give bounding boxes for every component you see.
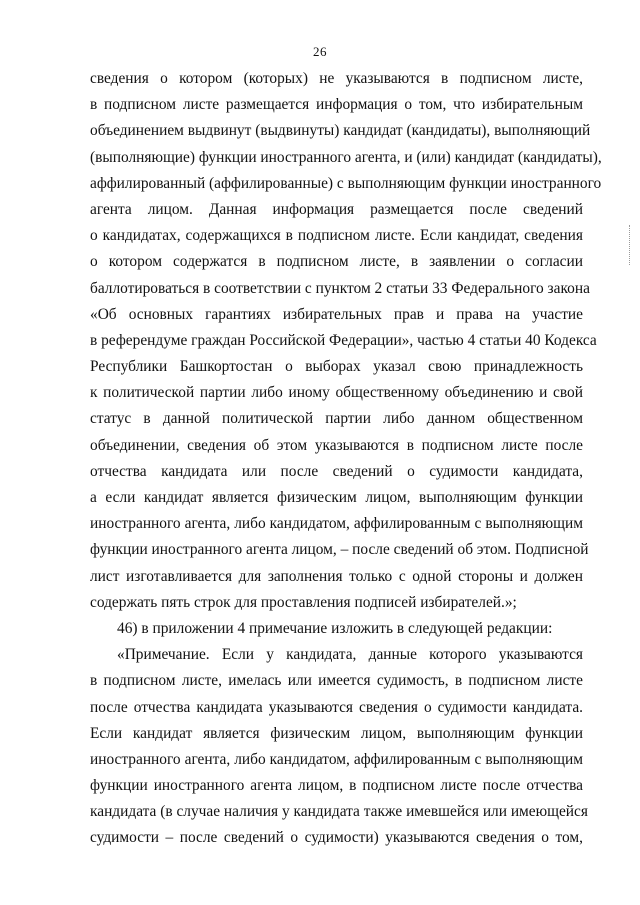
text-line: а если кандидат является физическим лицом, выполняющим функции: [90, 489, 583, 506]
text-line: иностранного агента, либо кандидатом, аффилированным с выполняющим: [90, 515, 583, 533]
text-line: (выполняющие) функции иностранного агента, и (или) кандидат (кандидаты),: [90, 148, 602, 166]
text-line: сведения о котором (которых) не указываются в подписном листе,: [90, 70, 583, 87]
text-line: в подписном листе размещается информация о том, что избирательным: [90, 96, 583, 114]
text-line: Республики Башкортостан о выборах указал свою принадлежность: [90, 358, 583, 376]
text-line: объединением выдвинут (выдвинуты) кандидат (кандидаты), выполняющий: [90, 122, 591, 140]
text-line: баллотироваться в соответствии с пунктом 2 статьи 33 Федерального закона: [90, 279, 590, 297]
text-line: статус в данной политической партии либо данном общественном: [90, 410, 583, 428]
text-line: отчества кандидата или после сведений о судимости кандидата,: [90, 462, 583, 480]
scan-margin-mark: [629, 225, 631, 265]
text-line: 46) в приложении 4 примечание изложить в следующей редакции:: [117, 619, 553, 637]
text-line: о котором содержатся в подписном листе, в заявлении о согласии: [90, 253, 583, 271]
text-line: «Об основных гарантиях избирательных прав и права на участие: [90, 305, 583, 323]
text-line: «Примечание. Если у кандидата, данные которого указываются: [117, 646, 583, 664]
text-line: в подписном листе, имелась или имеется судимость, в подписном листе: [90, 672, 583, 690]
text-line: иностранного агента, либо кандидатом, аффилированным с выполняющим: [90, 750, 583, 768]
body-text: [90, 66, 602, 852]
text-line: аффилированный (аффилированные) с выполняющим функции иностранного: [90, 174, 602, 192]
text-line: объединении, сведения об этом указываются в подписном листе после: [90, 436, 583, 454]
text-line: функции иностранного агента лицом, – после сведений об этом. Подписной: [90, 541, 589, 559]
text-line: лист изготавливается для заполнения только с одной стороны и должен: [90, 567, 583, 585]
text-line: агента лицом. Данная информация размещается после сведений: [90, 200, 583, 218]
text-line: после отчества кандидата указываются сведения о судимости кандидата.: [90, 698, 583, 716]
text-line: в референдуме граждан Российской Федерации», частью 4 статьи 40 Кодекса: [90, 331, 597, 349]
text-line: содержать пять строк для проставления подписей избирателей.»;: [90, 593, 517, 611]
text-line: судимости – после сведений о судимости) указываются сведения о том,: [90, 829, 583, 847]
page-number: 26: [313, 44, 327, 59]
text-line: Если кандидат является физическим лицом, выполняющим функции: [90, 724, 583, 742]
text-line: к политической партии либо иному общественному объединению и свой: [90, 384, 583, 402]
text-line: функции иностранного агента лицом, в подписном листе после отчества: [90, 777, 583, 795]
text-line: о кандидатах, содержащихся в подписном листе. Если кандидат, сведения: [90, 227, 583, 245]
text-line: кандидата (в случае наличия у кандидата также имевшейся или имеющейся: [90, 803, 588, 821]
